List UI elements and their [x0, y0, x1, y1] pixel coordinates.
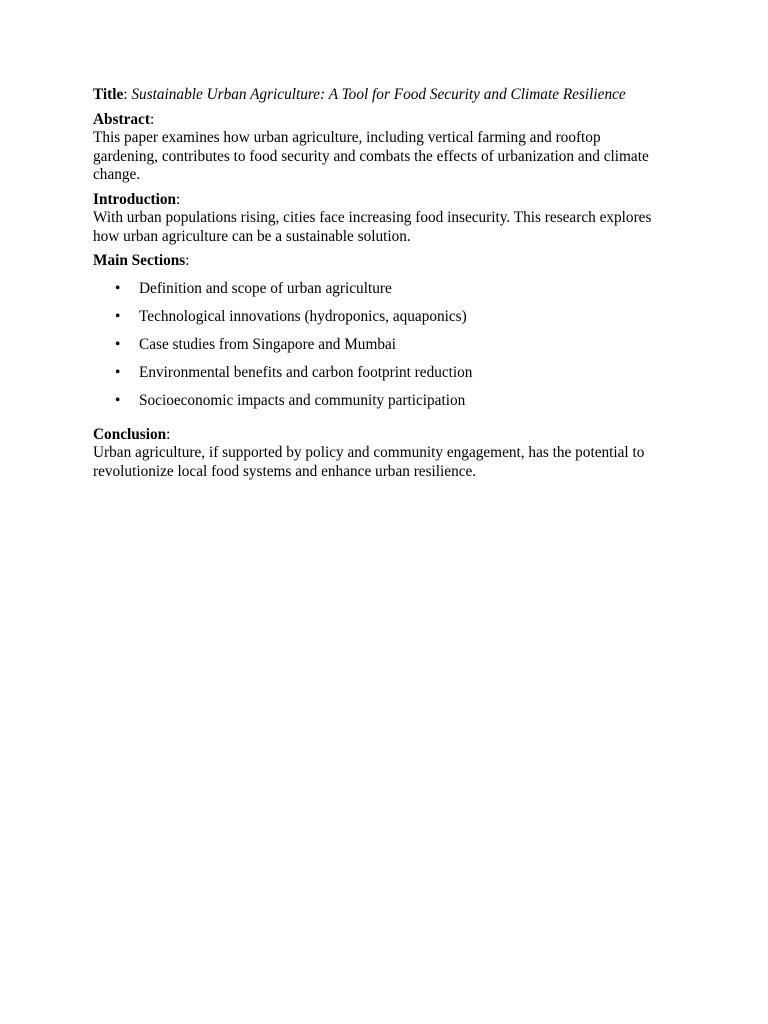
conclusion-separator: : [166, 425, 171, 443]
abstract-heading [93, 111, 673, 130]
list-item [93, 308, 673, 336]
bullet-icon: • [115, 335, 121, 353]
list-item-text: Socioeconomic impacts and community participation [139, 391, 466, 409]
list-item [93, 336, 673, 364]
list-item [93, 364, 673, 392]
abstract-separator: : [149, 110, 155, 128]
introduction-heading [93, 191, 673, 210]
introduction-text-line: With urban populations rising, cities face increasing food insecurity. This research explores [93, 209, 652, 226]
abstract-section [93, 111, 673, 185]
conclusion-section [93, 426, 673, 482]
bullet-icon: • [115, 279, 121, 297]
conclusion-heading [93, 426, 673, 445]
list-item-text: Technological innovations (hydroponics, aquaponics) [139, 307, 467, 325]
bullet-icon: • [115, 363, 121, 381]
list-item [93, 392, 673, 420]
abstract-text-line: change. [93, 166, 141, 183]
title-line [93, 86, 673, 105]
main-sections-heading [93, 252, 673, 271]
conclusion-text-line: Urban agriculture, if supported by policy and community engagement, has the potential to [93, 444, 645, 461]
list-item-text: Case studies from Singapore and Mumbai [139, 335, 397, 353]
document-title: Sustainable Urban Agriculture: A Tool for Food Security and Climate Resilience [131, 86, 626, 103]
title-label: Title [93, 86, 124, 103]
bullet-icon: • [115, 391, 121, 409]
main-sections-separator: : [185, 252, 190, 269]
main-sections-section [93, 252, 673, 420]
bullet-icon: • [115, 307, 121, 325]
abstract-text-line: This paper examines how urban agriculture, including vertical farming and rooftop [93, 129, 601, 146]
list-item [93, 280, 673, 308]
introduction-section [93, 191, 673, 247]
conclusion-label: Conclusion [93, 425, 167, 443]
introduction-separator: : [176, 190, 181, 208]
title-separator: : [123, 86, 132, 103]
document-page [93, 86, 673, 487]
list-item-text: Environmental benefits and carbon footprint reduction [139, 363, 473, 381]
list-item-text: Definition and scope of urban agriculture [139, 279, 392, 297]
main-sections-label: Main Sections [93, 252, 186, 269]
introduction-label: Introduction [93, 190, 177, 208]
abstract-text-line: gardening, contributes to food security and combats the effects of urbanization and climate [93, 147, 649, 165]
conclusion-text-line: revolutionize local food systems and enhance urban resilience. [93, 462, 477, 480]
abstract-label: Abstract [93, 110, 150, 128]
introduction-text-line: how urban agriculture can be a sustainable solution. [93, 227, 411, 245]
main-sections-list [93, 280, 673, 420]
